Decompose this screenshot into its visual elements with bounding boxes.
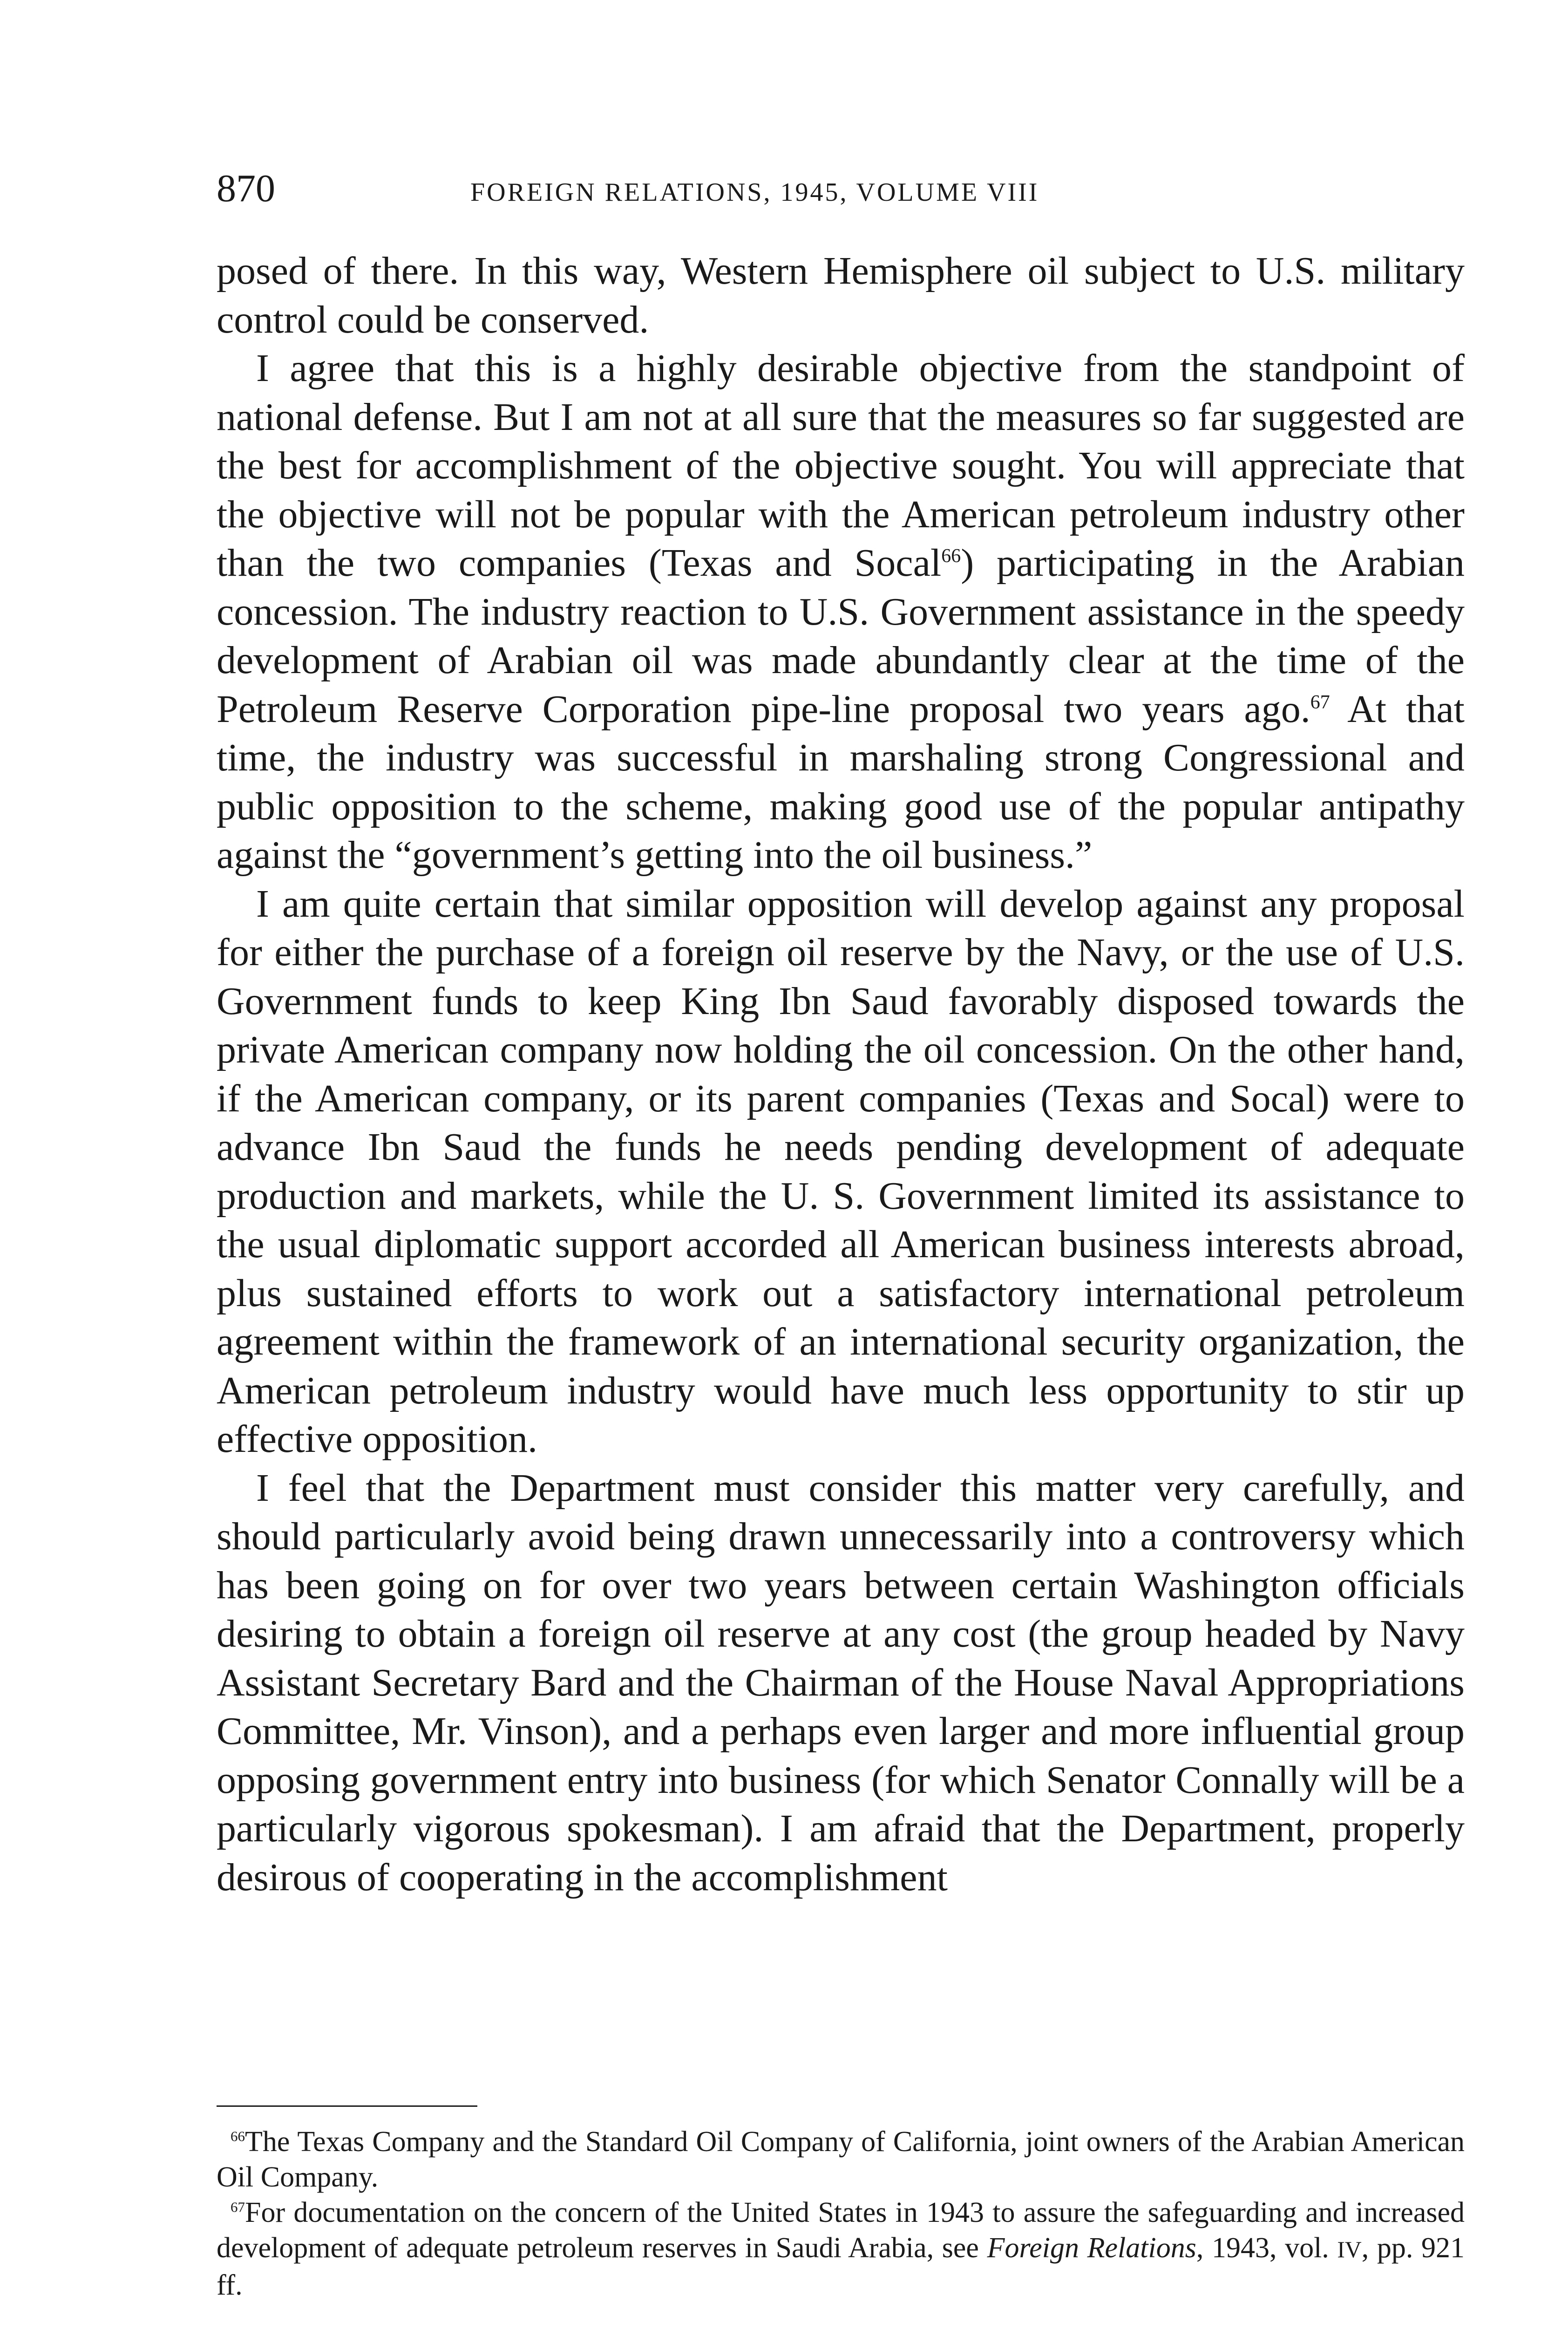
footnote-ref-66: 66 [941, 545, 961, 567]
footnotes [217, 2124, 1465, 2303]
footnote-text: , 1943, vol. [1196, 2232, 1337, 2264]
footnote-text: The Texas Company and the Standard Oil Company of California, joint owners of the Arabian American Oil Company. [217, 2126, 1465, 2193]
paragraph-opposition: I am quite certain that similar opposition will develop against any proposal for either the purchase of a foreign oil reserve by the Navy, or the use of U.S. Government funds to keep King Ibn Saud favorably disposed towards the private American company now holding the oil concession. On the other hand, if the American company, or its parent companies (Texas and Socal) were to advance Ibn Saud the funds he needs pending development of adequate production and markets, while the U. S. Government limited its assistance to the usual diplomatic support accorded all American business interests abroad, plus sustained efforts to work out a satisfactory international petroleum agreement within the framework of an international security organization, the American petroleum industry would have much less opportunity to stir up effective opposition. [217, 882, 1465, 1461]
paragraph-continued: posed of there. In this way, Western Hemisphere oil subject to U.S. military control could be conserved. [217, 249, 1465, 341]
footnote-66 [217, 2124, 1465, 2195]
paragraph-department: I feel that the Department must consider this matter very carefully, and should particularly avoid being drawn unnecessarily into a controversy which has been going on for over two years between certain Washington officials desiring to obtain a foreign oil reserve at any cost (the group headed by Navy Assistant Secretary Bard and the Chairman of the House Naval Appropriations Committee, Mr. Vinson), and a perhaps even larger and more influential group opposing government entry into business (for which Senator Connally will be a particularly vigorous spokesman). I am afraid that the Department, properly desirous of cooperating in the accomplishment [217, 1466, 1465, 1899]
paragraph-text: At that time, the industry was successful in marshaling strong Congressional and public opposition to the scheme, making good use of the popular antipathy against the “government’s getting into the oil business.” [217, 687, 1465, 877]
paragraph-text: I agree that this is a highly desirable objective from the standpoint of national defense. But I am not at all sure that the measures so far suggested are the best for accomplishment of the objective sought. You will appreciate that the objective will not be popular with the American petroleum industry other than the two companies (Texas and Socal [217, 347, 1465, 585]
footnote-text: , pp. 921 ff. [217, 2232, 1465, 2301]
footnote-ref-67: 67 [1310, 691, 1330, 713]
running-head: FOREIGN RELATIONS, 1945, VOLUME VIII [470, 178, 1039, 207]
footnote-text: For documentation on the concern of the United States in 1943 to assure the safeguarding and increased development of adequate petroleum reserves in Saudi Arabia, see [217, 2197, 1465, 2264]
paragraph-text: ) participating in the Arabian concession. The industry reaction to U.S. Government assistance in the speedy development of Arabian oil was made abundantly clear at the time of the Petroleum Reserve Corporation pipe-line proposal two years ago. [217, 541, 1465, 731]
footnote-marker-66: 66 [231, 2128, 245, 2145]
footnote-divider [217, 2105, 477, 2107]
body-text [217, 247, 1465, 1902]
page-header [217, 165, 1465, 221]
page-number: 870 [217, 167, 275, 210]
footnote-cited-title: Foreign Relations [987, 2232, 1196, 2264]
footnote-marker-67: 67 [231, 2199, 245, 2215]
paragraph-objective [217, 344, 1465, 880]
footnote-volume: IV [1337, 2237, 1362, 2262]
footnote-67 [217, 2195, 1465, 2303]
